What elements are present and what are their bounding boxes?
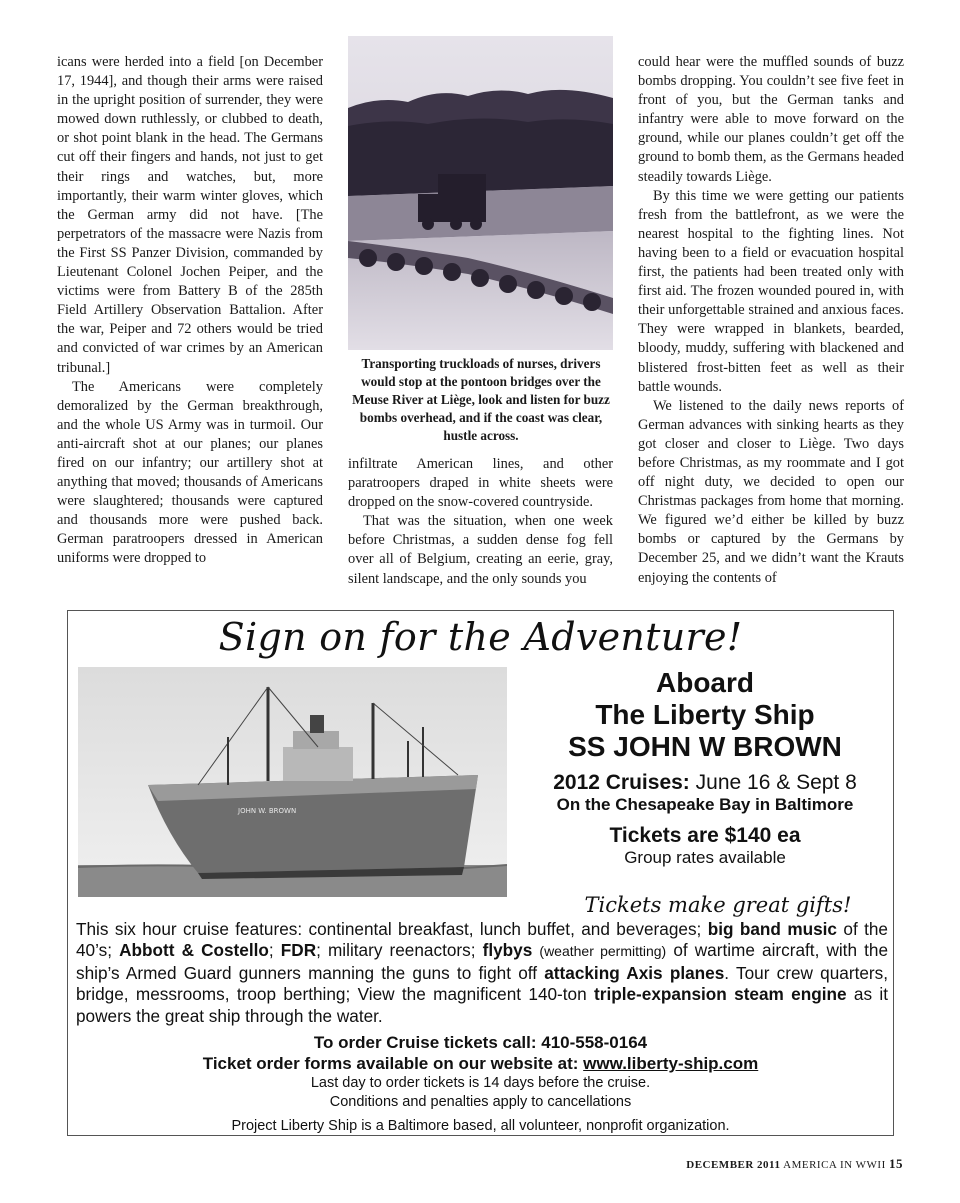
article-column-1	[57, 53, 323, 569]
hull-name-label: JOHN W. BROWN	[238, 807, 297, 815]
highlight: triple-expansion steam engine	[594, 984, 847, 1005]
nonprofit-note: Project Liberty Ship is a Baltimore based, all volunteer, nonprofit organization.	[231, 1118, 730, 1134]
text: of wartime aircraft, with the ship’s Armed Guard gunners manning the guns to fight off	[76, 940, 889, 983]
highlight: big band music	[707, 919, 837, 939]
order-web-label: Ticket order forms available on our website at:	[202, 1054, 584, 1073]
order-web	[68, 1053, 893, 1074]
cruises-label: 2012 Cruises:	[553, 771, 690, 794]
issue-date: DECEMBER 2011	[686, 1159, 781, 1171]
order-phone: To order Cruise tickets call: 410-558-0164	[313, 1033, 648, 1052]
highlight: Abbott & Costello	[119, 940, 269, 961]
cruise-location: On the Chesapeake Bay in Baltimore	[556, 795, 854, 814]
liberty-ship-advertisement	[67, 610, 894, 1136]
ship-line: The Liberty Ship	[595, 699, 815, 730]
ticket-price: Tickets are $140 ea	[609, 824, 801, 847]
text: as it powers the great ship through the water.	[76, 984, 889, 1026]
article-column-3	[638, 53, 904, 588]
highlight: attacking Axis planes	[544, 962, 725, 983]
paragraph: By this time we were getting our patients fresh from the battlefront, as we were the nearest hospital to the fighting lines. Not having been to a field or evacuation hospital first, the patients had been treated only with first aid. The frozen wounded poured in, with their unforgettable strained and anxious faces. They were wrapped in blankets, bearded, bloody, muddy, suffering with blackened and blistered frost-bitten feet as well as their battle wounds.	[638, 187, 904, 395]
paragraph: That was the situation, when one week before Christmas, a sudden dense fog fell over all of Belgium, creating an eerie, gray, silent landscape, and the only sounds you	[348, 513, 613, 587]
text: of the 40’s;	[76, 919, 888, 961]
note: (weather permitting)	[539, 943, 667, 960]
photo-caption: Transporting truckloads of nurses, drivers would stop at the pontoon bridges over the Meuse River at Liège, look and listen for buzz bombs overhead, and if the coast was clear, hustle across.	[352, 356, 610, 443]
cruises-dates: June 16 & Sept 8	[695, 771, 857, 794]
page-footer	[686, 1156, 903, 1172]
paragraph: icans were herded into a field [on December 17, 1944], and though their arms were raised in the upright position of surrender, they were mowed down ruthlessly, or clubbed to death, or shot point blank in the head. The Germans cut off their fingers and hands, not just to get their rings and watches, but, more importantly, their warm winter gloves, which the German army did not have. [The perpetrators of the massacre were Nazis from the First SS Panzer Division, commanded by Lieutenant Colonel Jochen Peiper, and the victims were from Battery B of the 285th Field Artillery Observation Battalion. After the war, Peiper and 72 others would be tried and convicted of war crimes by an American tribunal.]	[57, 54, 323, 376]
conditions-note: Conditions and penalties apply to cancellations	[329, 1094, 632, 1110]
highlight: flybys	[482, 940, 533, 961]
text: . Tour crew quarters, bridge, messrooms, troop berthing; View the magnificent 140-ton	[76, 962, 889, 1005]
paragraph: could hear were the muffled sounds of buzz bombs dropping. You couldn’t see five feet in front of you, but the German tanks and infantry were able to move forward on the ground, while our planes couldn’t get off the ground to bomb them, as the Germans headed steadily towards Liège.	[638, 54, 904, 185]
text: ;	[268, 940, 281, 961]
website-link[interactable]: www.liberty-ship.com	[583, 1054, 759, 1073]
paragraph: We listened to the daily news reports of German advances with sinking hearts as they got closer and closer to Liège. Two days before Christmas, as my roommate and I got off night duty, we decided to open our Christmas packages from home that morning. We figured we’d either be killed by buzz bombs or captured by the Germans by December 25, and we didn’t want the Krauts enjoying the contents of	[638, 397, 904, 586]
order-info	[68, 1032, 893, 1112]
text: ; military reenactors;	[316, 940, 483, 961]
last-day-note: Last day to order tickets is 14 days before the cruise.	[310, 1075, 651, 1091]
truck-photo	[348, 36, 613, 350]
ad-headline: Sign on for the Adventure!	[218, 615, 743, 659]
cruise-dates	[511, 771, 899, 795]
group-rates: Group rates available	[624, 848, 786, 867]
gifts-tagline: Tickets make great gifts!	[584, 893, 852, 917]
cruise-info	[511, 667, 899, 868]
article-column-2	[348, 455, 613, 589]
ship-photo	[78, 667, 507, 897]
aboard-label: Aboard	[656, 667, 754, 698]
text: This six hour cruise features: continental breakfast, lunch buffet, and beverages;	[76, 919, 708, 939]
cruise-features	[76, 919, 888, 1027]
magazine-name: AMERICA IN WWII	[783, 1159, 886, 1171]
highlight: FDR	[280, 940, 317, 961]
page-number: 15	[889, 1156, 903, 1171]
paragraph: The Americans were completely demoralized by the German breakthrough, and the whole US Army was in turmoil. Our anti-aircraft shot at our planes; our planes fired on our infantry; our artillery shot at anything that moved; thousands of Americans were slaughtered; thousands were captured and thousands more were pushed back. German paratroopers dressed in American uniforms were dropped to	[57, 378, 323, 567]
ship-name: SS JOHN W BROWN	[568, 731, 842, 762]
paragraph: infiltrate American lines, and other paratroopers draped in white sheets were dropped on the snow-covered countryside.	[348, 456, 613, 511]
